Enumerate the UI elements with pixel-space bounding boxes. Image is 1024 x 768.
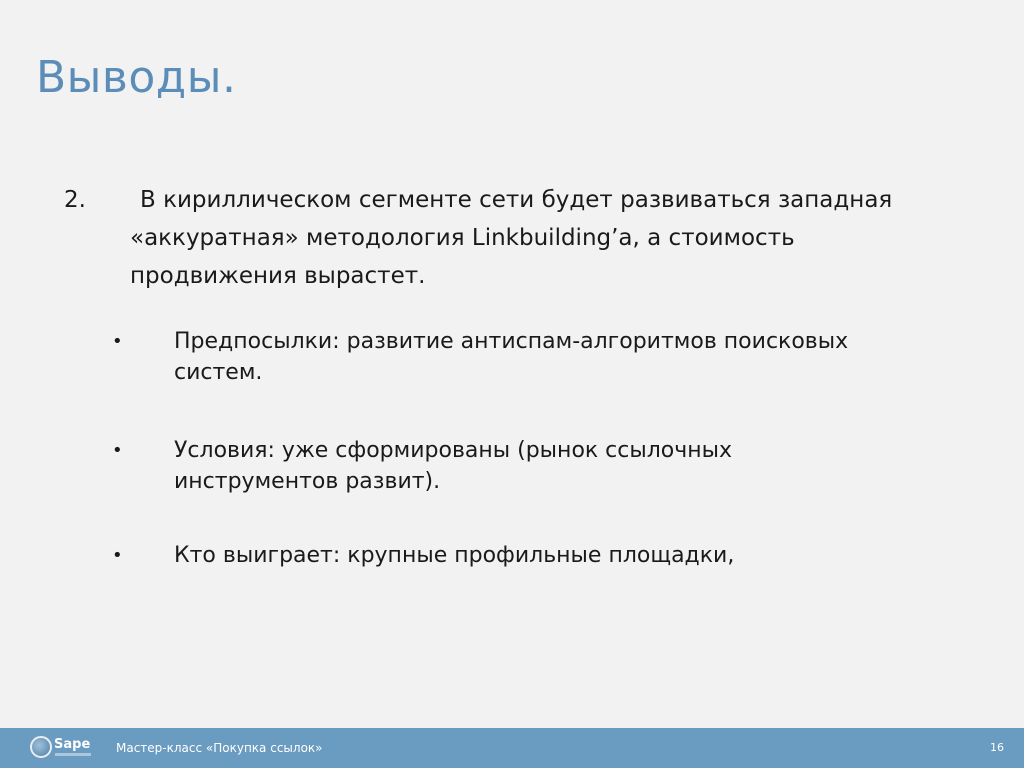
footer-caption: Мастер-класс «Покупка ссылок»	[116, 741, 323, 755]
page-number: 16	[990, 741, 1004, 754]
globe-icon	[30, 736, 52, 758]
footer-bar	[0, 728, 1024, 768]
bullet-marker: •	[112, 440, 123, 461]
logo-text: Sape	[54, 737, 91, 752]
logo-tagline-mark	[55, 753, 91, 756]
main-point-text: В кириллическом сегменте сети будет развиваться западная «аккуратная» методология Linkbuilding’а, а стоимость продвижения вырастет.	[130, 187, 893, 289]
bullet-marker: •	[112, 331, 123, 352]
bullet-text: Условия: уже сформированы (рынок ссылочных инструментов развит).	[174, 438, 733, 494]
main-point-number: 2.	[64, 187, 86, 213]
bullet-text: Кто выиграет: крупные профильные площадки,	[174, 543, 735, 568]
bullet-text: Предпосылки: развитие антиспам-алгоритмов поисковых систем.	[174, 329, 849, 385]
slide-title: Выводы.	[36, 52, 237, 103]
bullet-marker: •	[112, 545, 123, 566]
sape-logo	[28, 736, 92, 762]
